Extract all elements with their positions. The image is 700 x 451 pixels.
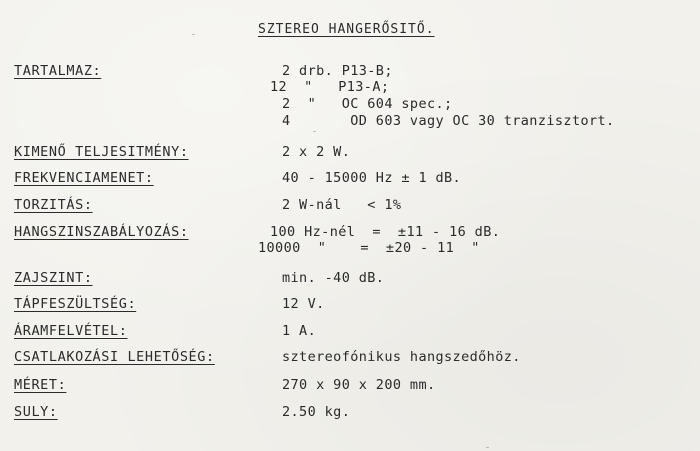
label-contents: TARTALMAZ: bbox=[14, 63, 102, 79]
label-distortion: TORZITÁS: bbox=[14, 197, 93, 213]
label-frequency-response: FREKVENCIAMENET: bbox=[14, 170, 154, 186]
contents-line-4: 4 OD 603 vagy OC 30 tranzisztort. bbox=[282, 113, 615, 129]
label-connection-option: CSATLAKOZÁSI LEHETŐSÉG: bbox=[14, 349, 215, 365]
contents-line-3: 2 " OC 604 spec.; bbox=[282, 96, 453, 112]
value-weight: 2.50 kg. bbox=[282, 404, 351, 420]
paper-speck bbox=[192, 34, 195, 35]
value-noise-level: min. -40 dB. bbox=[282, 270, 385, 286]
contents-line-2: 12 " P13-A; bbox=[270, 79, 390, 95]
label-dimensions: MÉRET: bbox=[14, 377, 67, 393]
value-supply-voltage: 12 V. bbox=[282, 296, 325, 312]
value-dimensions: 270 x 90 x 200 mm. bbox=[282, 377, 436, 393]
value-output-power: 2 x 2 W. bbox=[282, 144, 351, 160]
label-supply-voltage: TÁPFESZÜLTSÉG: bbox=[14, 296, 137, 312]
tone-control-line-2: 10000 " = ±20 - 11 " bbox=[258, 240, 480, 256]
value-frequency-response: 40 - 15000 Hz ± 1 dB. bbox=[282, 170, 462, 186]
paper-speck bbox=[313, 131, 316, 132]
label-current-draw: ÁRAMFELVÉTEL: bbox=[14, 323, 128, 339]
contents-line-1: 2 drb. P13-B; bbox=[282, 63, 393, 79]
paper-speck bbox=[486, 447, 489, 448]
value-distortion: 2 W-nál < 1% bbox=[282, 197, 402, 213]
value-current-draw: 1 A. bbox=[282, 323, 317, 339]
label-noise-level: ZAJSZINT: bbox=[14, 270, 93, 286]
value-connection-option: sztereofónikus hangszedőhöz. bbox=[282, 349, 521, 365]
label-tone-control: HANGSZINSZABÁLYOZÁS: bbox=[14, 224, 189, 240]
tone-control-line-1: 100 Hz-nél = ±11 - 16 dB. bbox=[270, 224, 501, 240]
label-weight: SULY: bbox=[14, 404, 58, 420]
document-title: SZTEREO HANGERŐSITŐ. bbox=[258, 22, 435, 37]
label-output-power: KIMENŐ TELJESITMÉNY: bbox=[14, 144, 189, 160]
